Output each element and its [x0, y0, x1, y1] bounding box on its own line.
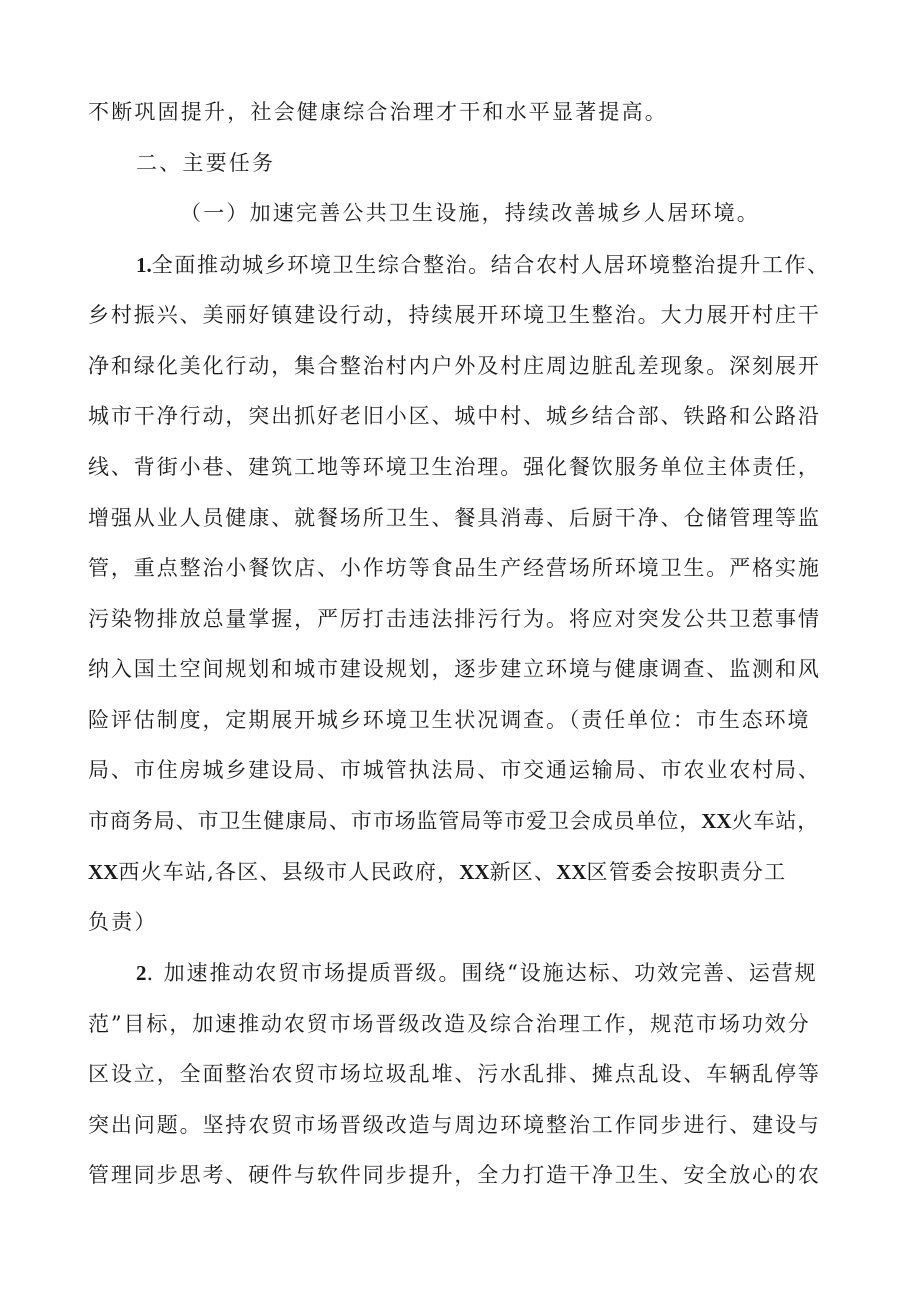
subsection-heading: （一）加速完善公共卫生设施，持续改善城乡人居环境。	[180, 201, 760, 225]
line-text: 火车站，	[731, 809, 820, 833]
paragraph-line: 管，重点整治小餐饮店、小作坊等食品生产经营场所环境卫生。严格实施	[88, 556, 821, 580]
item-title: 全面推动城乡环境卫生综合整治。结合农村人居环境整治提升工作、	[151, 253, 830, 277]
paragraph-line: 不断巩固提升，社会健康综合治理才干和水平显著提高。	[88, 100, 668, 124]
line-text: 区管委会按职责分工	[586, 860, 787, 884]
paragraph-line	[136, 250, 830, 280]
section-heading: 二、主要任务	[136, 151, 276, 175]
line-text: 新区、	[489, 860, 557, 884]
placeholder-xx: XX	[459, 860, 490, 884]
item-number: 1.	[136, 253, 152, 277]
paragraph-line	[88, 857, 786, 887]
paragraph-line: 净和绿化美化行动，集合整治村内户外及村庄周边脏乱差现象。深刻展开	[88, 354, 821, 378]
paragraph-line: 管理同步思考、硬件与软件同步提升，全力打造干净卫生、安全放心的农	[88, 1163, 821, 1187]
paragraph-line: 乡村振兴、美丽好镇建设行动，持续展开环境卫生整治。大力展开村庄干	[88, 303, 821, 327]
paragraph-line: 污染物排放总量掌握，严厉打击违法排污行为。将应对突发公共卫惹事情	[88, 607, 821, 631]
paragraph-line: 局、市住房城乡建设局、市城管执法局、市交通运输局、市农业农村局、	[88, 758, 821, 782]
paragraph-line: 险评估制度，定期展开城乡环境卫生状况调查。（责任单位：市生态环境	[88, 708, 811, 732]
placeholder-xx: XX	[701, 809, 732, 833]
paragraph-line	[136, 958, 817, 988]
paragraph-line: 突出问题。坚持农贸市场晋级改造与周边环境整治工作同步进行、建设与	[88, 1113, 821, 1137]
paragraph-line: 范”目标，加速推动农贸市场晋级改造及综合治理工作，规范市场功效分	[88, 1012, 811, 1036]
paragraph-line: 区设立，全面整治农贸市场垃圾乱堆、污水乱排、摊点乱设、车辆乱停等	[88, 1062, 821, 1086]
paragraph-line: 线、背街小巷、建筑工地等环境卫生治理。强化餐饮服务单位主体责任，	[88, 455, 821, 479]
paragraph-line: 负责）	[88, 910, 158, 934]
placeholder-xx: XX	[556, 860, 587, 884]
paragraph-line	[88, 806, 819, 836]
item-title: . 加速推动农贸市场提质晋级。围绕“设施达标、功效完善、运营规	[146, 961, 818, 985]
item-number: 2	[136, 961, 147, 985]
line-text: 市商务局、市卫生健康局、市市场监管局等市爱卫会成员单位，	[88, 809, 702, 833]
paragraph-line: 增强从业人员健康、就餐场所卫生、餐具消毒、后厨干净、仓储管理等监	[88, 506, 821, 530]
paragraph-line: 城市干净行动，突出抓好老旧小区、城中村、城乡结合部、铁路和公路沿	[88, 404, 821, 428]
placeholder-xx: XX	[88, 860, 119, 884]
line-text: 西火车站,各区、县级市人民政府，	[118, 860, 460, 884]
paragraph-line: 纳入国土空间规划和城市建设规划，逐步建立环境与健康调查、监测和风	[88, 657, 821, 681]
